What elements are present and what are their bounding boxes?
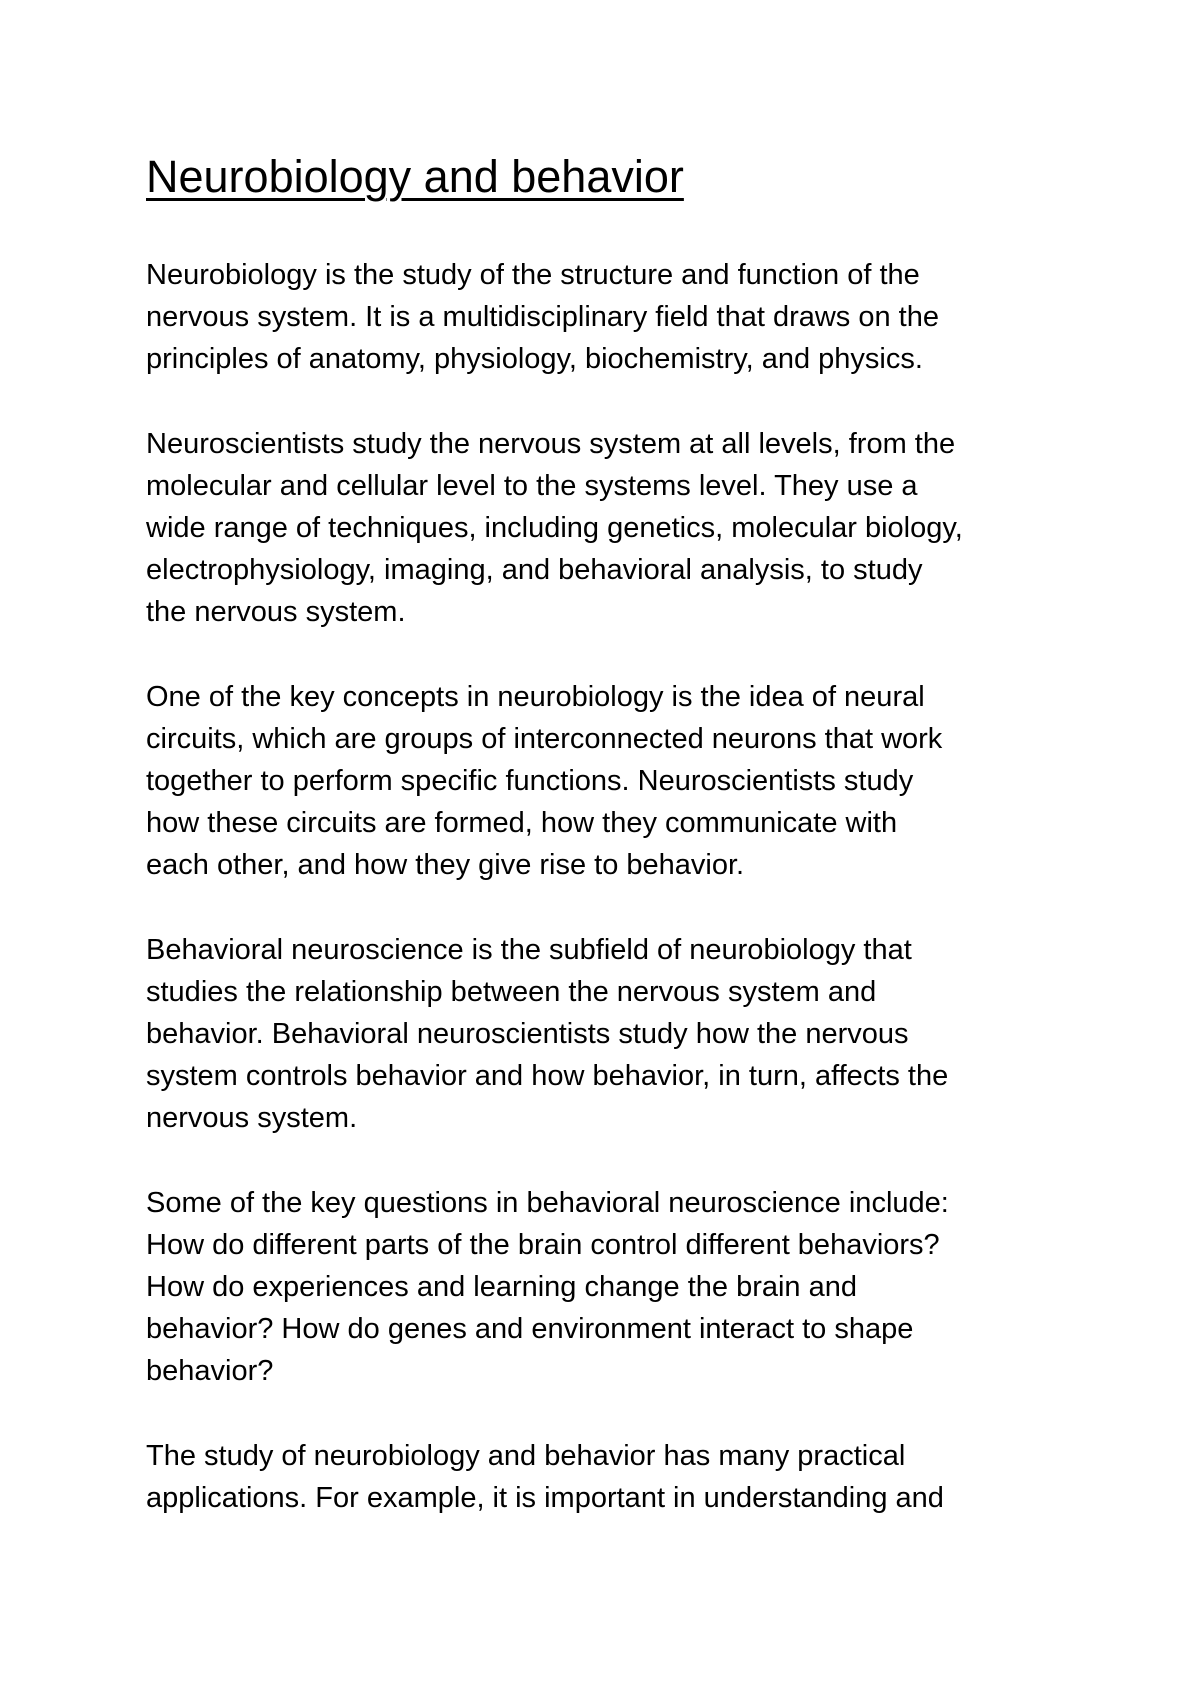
text-line: electrophysiology, imaging, and behavioral analysis, to study bbox=[146, 554, 923, 587]
paragraph bbox=[146, 254, 1106, 381]
document-content bbox=[146, 148, 1106, 1561]
text-line: molecular and cellular level to the systems level. They use a bbox=[146, 469, 918, 502]
text-line: system controls behavior and how behavior, in turn, affects the bbox=[146, 1060, 949, 1093]
paragraph bbox=[146, 929, 1106, 1140]
paragraph bbox=[146, 676, 1106, 887]
text-line: How do different parts of the brain control different behaviors? bbox=[146, 1228, 940, 1261]
paragraph bbox=[146, 1182, 1106, 1393]
text-line: Neurobiology is the study of the structure and function of the bbox=[146, 259, 920, 291]
text-line: wide range of techniques, including genetics, molecular biology, bbox=[146, 512, 963, 545]
text-line: applications. For example, it is important in understanding and bbox=[146, 1481, 944, 1514]
text-line: The study of neurobiology and behavior has many practical bbox=[146, 1439, 906, 1472]
text-line: nervous system. It is a multidisciplinary field that draws on the bbox=[146, 301, 939, 334]
document-title: Neurobiology and behavior bbox=[146, 151, 684, 202]
text-line: How do experiences and learning change the brain and bbox=[146, 1271, 857, 1304]
text-line: nervous system. bbox=[146, 1102, 358, 1135]
text-line: Neuroscientists study the nervous system at all levels, from the bbox=[146, 427, 956, 460]
paragraph bbox=[146, 423, 1106, 634]
text-line: the nervous system. bbox=[146, 596, 406, 629]
text-line: One of the key concepts in neurobiology is the idea of neural bbox=[146, 680, 925, 713]
paragraph bbox=[146, 1435, 1106, 1519]
text-line: principles of anatomy, physiology, biochemistry, and physics. bbox=[146, 343, 923, 376]
text-line: together to perform specific functions. Neuroscientists study bbox=[146, 765, 914, 798]
text-line: circuits, which are groups of interconnected neurons that work bbox=[146, 722, 943, 755]
text-line: studies the relationship between the nervous system and bbox=[146, 975, 877, 1008]
text-line: behavior? bbox=[146, 1355, 274, 1388]
text-line: behavior. Behavioral neuroscientists study how the nervous bbox=[146, 1018, 909, 1051]
text-line: Behavioral neuroscience is the subfield of neurobiology that bbox=[146, 933, 912, 966]
text-line: how these circuits are formed, how they communicate with bbox=[146, 807, 898, 840]
text-line: each other, and how they give rise to behavior. bbox=[146, 849, 745, 882]
text-line: behavior? How do genes and environment interact to shape bbox=[146, 1313, 914, 1346]
text-line: Some of the key questions in behavioral neuroscience include: bbox=[146, 1186, 949, 1219]
